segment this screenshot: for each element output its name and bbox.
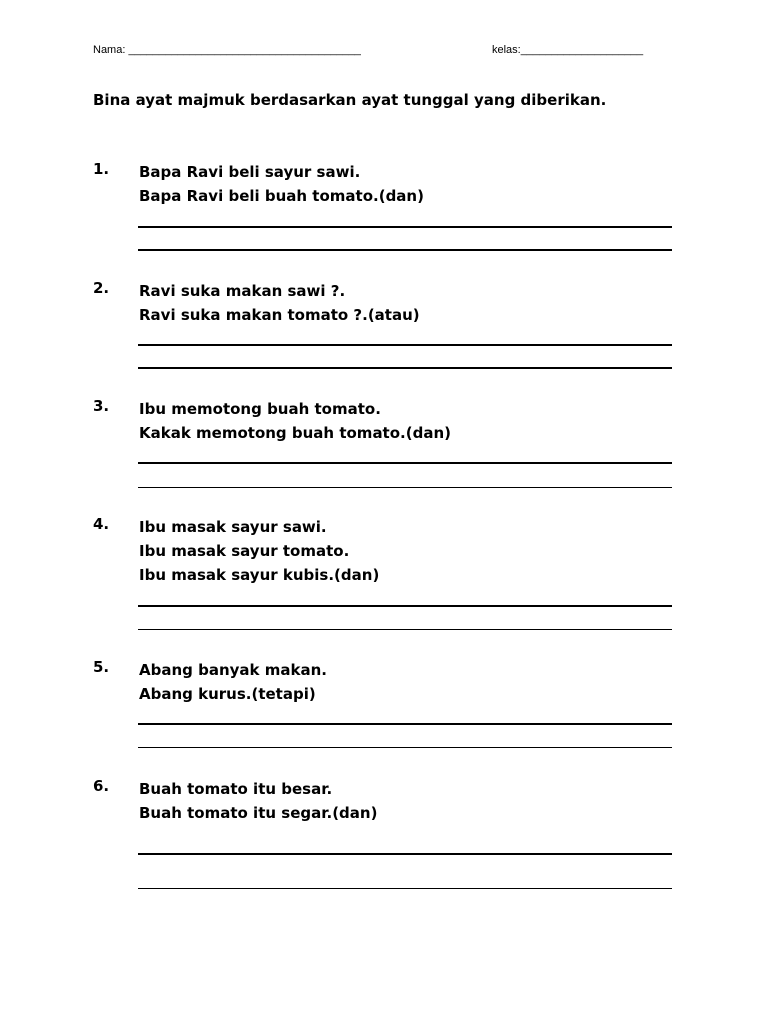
answer-line[interactable] [138,367,672,369]
question-number: 6. [93,777,110,795]
sentence: Ibu masak sayur tomato. [139,542,350,560]
sentence: Ibu memotong buah tomato. [139,400,381,418]
question-number: 5. [93,658,110,676]
sentence: Abang banyak makan. [139,661,327,679]
answer-line[interactable] [138,747,672,748]
sentence: Kakak memotong buah tomato.(dan) [139,424,451,442]
question-number: 4. [93,515,110,533]
sentence: Ravi suka makan tomato ?.(atau) [139,306,420,324]
answer-line[interactable] [138,605,672,607]
answer-line[interactable] [138,226,672,228]
answer-line[interactable] [138,853,672,855]
sentence: Bapa Ravi beli sayur sawi. [139,163,361,181]
sentence: Abang kurus.(tetapi) [139,685,316,703]
class-field-label: kelas:____________________ [492,44,644,56]
name-field-label: Nama: ______________________________________ [93,44,361,56]
answer-line[interactable] [138,462,672,464]
sentence: Buah tomato itu segar.(dan) [139,804,378,822]
sentence: Bapa Ravi beli buah tomato.(dan) [139,187,424,205]
sentence: Ibu masak sayur kubis.(dan) [139,566,380,584]
instruction-text: Bina ayat majmuk berdasarkan ayat tunggal yang diberikan. [93,91,607,109]
answer-line[interactable] [138,723,672,725]
answer-line[interactable] [138,487,672,488]
answer-line[interactable] [138,888,672,889]
answer-line[interactable] [138,249,672,251]
answer-line[interactable] [138,629,672,630]
question-number: 2. [93,279,110,297]
sentence: Ravi suka makan sawi ?. [139,282,346,300]
sentence: Buah tomato itu besar. [139,780,333,798]
question-number: 1. [93,160,110,178]
sentence: Ibu masak sayur sawi. [139,518,327,536]
answer-line[interactable] [138,344,672,346]
question-number: 3. [93,397,110,415]
